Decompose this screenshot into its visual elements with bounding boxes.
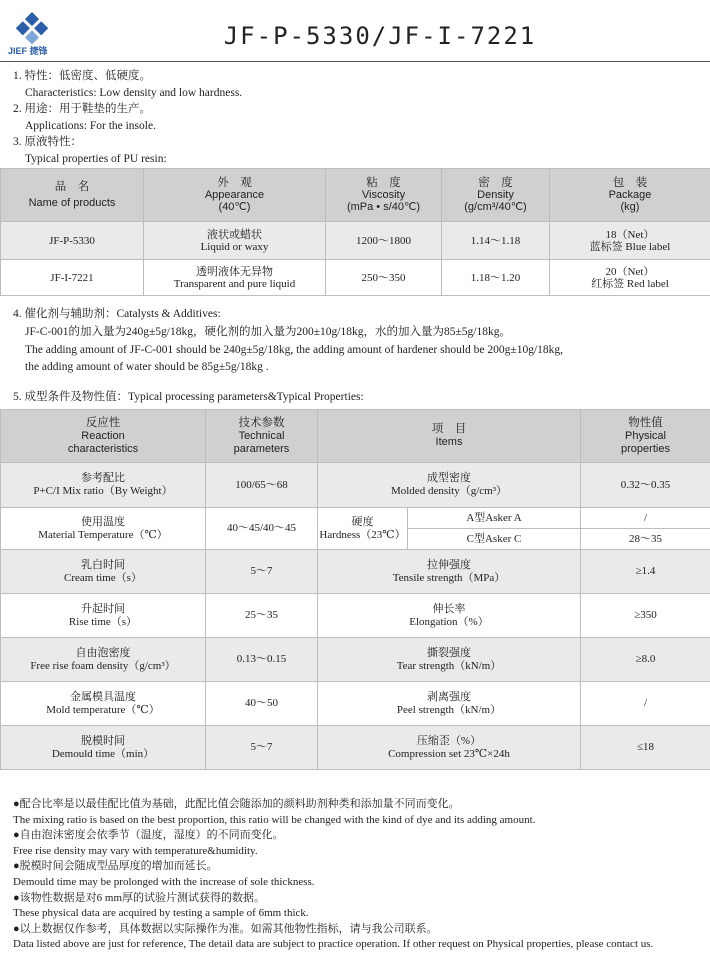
note-line: Data listed above are just for reference, The detail data are subject to practice operation. If other request on Physical properties, please contact us.	[13, 938, 654, 951]
technical-cell: 0.13～0.15	[206, 638, 318, 682]
header-reaction: 反应性 Reaction characteristics	[1, 410, 206, 463]
item-cell: 伸长率 Elongation（%）	[318, 594, 581, 638]
note-line: The mixing ratio is based on the best proportion, this ratio will be changed with the kind of dye and its adding amount.	[13, 813, 536, 826]
viscosity: 1200～1800	[326, 222, 442, 260]
reaction-cell: 使用温度 Material Temperature（℃）	[1, 508, 206, 550]
table-header-row	[1, 410, 710, 463]
note-line: These physical data are acquired by testing a sample of 6mm thick.	[13, 907, 309, 920]
density: 1.14～1.18	[442, 222, 550, 260]
asker-c-label: C型Asker C	[408, 529, 581, 550]
table-row	[1, 726, 710, 770]
asker-c-value: 28～35	[581, 529, 710, 550]
technical-cell: 5～7	[206, 550, 318, 594]
technical-cell: 100/65～68	[206, 463, 318, 508]
header-package: 包 装 Package (kg)	[550, 169, 710, 222]
physical-cell: ≥350	[581, 594, 710, 638]
technical-cell: 40～45/40～45	[206, 508, 318, 550]
note-line: Demould time may be prolonged with the increase of sole thickness.	[13, 875, 315, 888]
hardness-cell: 硬度 Hardness（23℃）	[318, 508, 408, 550]
header-product-name: 品 名 Name of products	[1, 169, 144, 222]
note-line: ●该物性数据是对6 mm厚的试验片测试获得的数据。	[13, 891, 266, 904]
characteristics-cn: 1. 特性：低密度、低硬度。	[13, 70, 151, 82]
note-line: ●以上数据仅作参考，具体数据以实际操作为准。如需其他物性指标，请与我公司联系。	[13, 922, 438, 935]
header-physical: 物性值 Physical properties	[581, 410, 710, 463]
resin-properties-table	[0, 168, 710, 296]
note-line: ●配合比率是以最佳配比值为基础，此配比值会随添加的颜料助剂种类和添加量不同而变化。	[13, 798, 460, 810]
item-cell: 压缩歪（%） Compression set 23℃×24h	[318, 726, 581, 770]
physical-cell: ≤18	[581, 726, 710, 770]
physical-cell: ≥8.0	[581, 638, 710, 682]
table-header-row	[1, 169, 710, 222]
resin-properties-cn: 3. 原液特性：	[13, 136, 82, 148]
physical-cell: /	[581, 682, 710, 726]
catalysts-en-line2: the adding amount of water should be 85g±5g/18kg .	[25, 361, 269, 373]
characteristics-en: Characteristics: Low density and low hardness.	[25, 87, 243, 99]
resin-properties-en: Typical properties of PU resin:	[25, 153, 167, 165]
physical-cell: 0.32～0.35	[581, 463, 710, 508]
section5-heading: 5. 成型条件及物性值：Typical processing parameters&Typical Properties:	[13, 391, 364, 403]
header-density: 密 度 Density (g/cm³/40℃)	[442, 169, 550, 222]
appearance: 透明液体无异物 Transparent and pure liquid	[144, 260, 326, 296]
note-line: Free rise density may vary with temperature&humidity.	[13, 844, 258, 857]
note-line: ●脱模时间会随成型品厚度的增加而延长。	[13, 860, 218, 873]
header-technical: 技术参数 Technical parameters	[206, 410, 318, 463]
physical-cell: ≥1.4	[581, 550, 710, 594]
table-row	[1, 682, 710, 726]
table-row	[1, 260, 710, 296]
technical-cell: 25～35	[206, 594, 318, 638]
applications-en: Applications: For the insole.	[25, 120, 156, 132]
reaction-cell: 乳白时间 Cream time（s）	[1, 550, 206, 594]
note-line: ●自由泡沫密度会依季节（温度，湿度）的不同而变化。	[13, 829, 284, 842]
package: 20（Net） 红标签 Red label	[550, 260, 710, 296]
applications-cn: 2. 用途：用于鞋垫的生产。	[13, 103, 151, 115]
package: 18（Net） 蓝标签 Blue label	[550, 222, 710, 260]
technical-cell: 5～7	[206, 726, 318, 770]
page-header	[0, 0, 710, 64]
item-cell: 拉伸强度 Tensile strength（MPa）	[318, 550, 581, 594]
item-cell: 撕裂强度 Tear strength（kN/m）	[318, 638, 581, 682]
header-items: 项 目 Items	[318, 410, 581, 463]
reaction-cell: 参考配比 P+C/I Mix ratio（By Weight）	[1, 463, 206, 508]
appearance: 液状或蜡状 Liquid or waxy	[144, 222, 326, 260]
header-divider	[0, 61, 710, 62]
catalysts-heading: 4. 催化剂与辅助剂：Catalysts & Additives:	[13, 308, 221, 320]
header-appearance: 外 观 Appearance (40℃)	[144, 169, 326, 222]
technical-cell: 40～50	[206, 682, 318, 726]
catalysts-cn: JF-C-001的加入量为240g±5g/18kg，硬化剂的加入量为200±10g/18kg，水的加入量为85±5g/18kg。	[25, 326, 511, 338]
page-title: JF-P-5330/JF-I-7221	[223, 22, 537, 50]
reaction-cell: 升起时间 Rise time（s）	[1, 594, 206, 638]
table-row	[1, 222, 710, 260]
table-row	[1, 463, 710, 508]
asker-a-label: A型Asker A	[408, 508, 581, 529]
table-row	[1, 508, 710, 529]
table-row	[1, 638, 710, 682]
viscosity: 250～350	[326, 260, 442, 296]
logo-text: JIEF 捷锋	[8, 46, 48, 56]
item-cell: 剥离强度 Peel strength（kN/m）	[318, 682, 581, 726]
reaction-cell: 自由泡密度 Free rise foam density（g/cm³）	[1, 638, 206, 682]
product-name: JF-P-5330	[1, 222, 144, 260]
density: 1.18～1.20	[442, 260, 550, 296]
notes	[13, 797, 653, 953]
item-cell: 成型密度 Molded density（g/cm³）	[318, 463, 581, 508]
reaction-cell: 脱模时间 Demould time（min）	[1, 726, 206, 770]
catalysts-en-line1: The adding amount of JF-C-001 should be 240g±5g/18kg, the adding amount of hardener should be 200g±10g/18kg,	[25, 344, 564, 356]
product-name: JF-I-7221	[1, 260, 144, 296]
asker-a-value: /	[581, 508, 710, 529]
processing-properties-table	[0, 409, 710, 770]
header-viscosity: 粘 度 Viscosity (mPa • s/40℃)	[326, 169, 442, 222]
table-row	[1, 550, 710, 594]
table-row	[1, 594, 710, 638]
reaction-cell: 金属模具温度 Mold temperature（℃）	[1, 682, 206, 726]
